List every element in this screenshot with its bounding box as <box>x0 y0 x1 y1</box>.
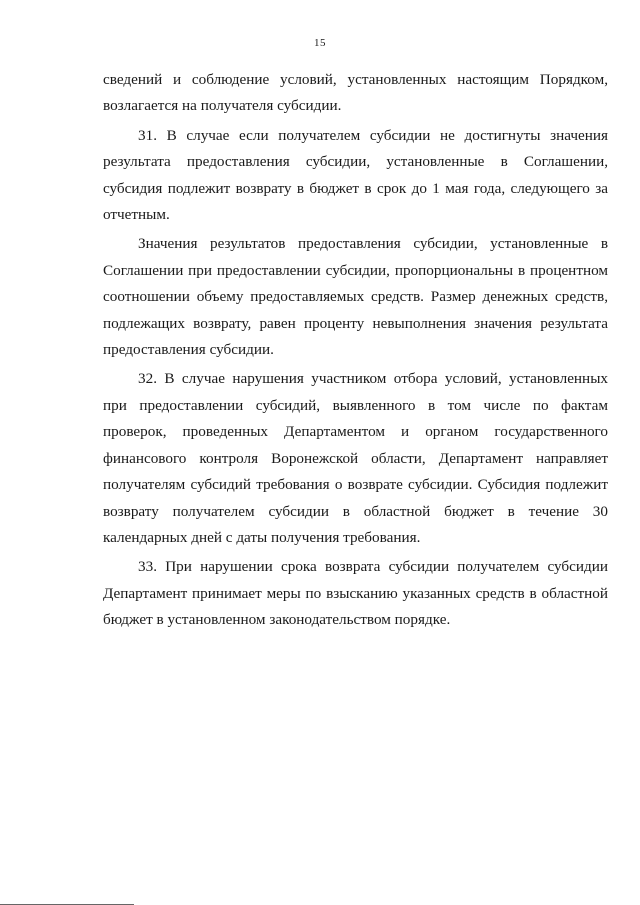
paragraph-results <box>103 231 608 363</box>
text-line: Значения результатов предоставления субсидии, установленные в <box>138 235 608 253</box>
text-line: 32. В случае нарушения участником отбора условий, установленных <box>138 370 608 388</box>
text-line: сведений и соблюдение условий, установленных настоящим Порядком, <box>103 71 608 88</box>
text-line: предоставления субсидии. <box>103 341 274 359</box>
text-line: соотношении объему предоставляемых средств. Размер денежных средств, <box>103 288 608 306</box>
text-line: подлежащих возврату, равен проценту невыполнения значения результата <box>103 314 608 332</box>
paragraph-31 <box>103 123 608 229</box>
text-line: бюджет в установленном законодательством порядке. <box>103 611 451 629</box>
text-line: 31. В случае если получателем субсидии не достигнуты значения <box>138 126 608 144</box>
text-line: получателям субсидий требования о возврате субсидии. Субсидия подлежит <box>103 476 608 494</box>
text-line: календарных дней с даты получения требования. <box>103 528 421 546</box>
text-line: результата предоставления субсидии, установленные в Соглашении, <box>103 153 608 171</box>
document-body <box>103 67 608 634</box>
paragraph-continuation <box>103 67 608 120</box>
text-line: проверок, проведенных Департаментом и органом государственного <box>103 423 608 441</box>
text-line: возврату получателем субсидии в областной бюджет в течение 30 <box>103 502 608 520</box>
text-line: субсидия подлежит возврату в бюджет в срок до 1 мая года, следующего за <box>103 179 608 197</box>
text-line: при предоставлении субсидий, выявленного в том числе по фактам <box>103 396 608 414</box>
paragraph-32 <box>103 366 608 551</box>
text-line: Департамент принимает меры по взысканию указанных средств в областной <box>103 584 608 602</box>
text-line: возлагается на получателя субсидии. <box>103 97 342 115</box>
text-line: финансового контроля Воронежской области, Департамент направляет <box>103 449 608 467</box>
page-number: 15 <box>314 37 326 49</box>
text-line: 33. При нарушении срока возврата субсидии получателем субсидии <box>138 558 608 576</box>
text-line: отчетным. <box>103 206 170 224</box>
text-line: Соглашении при предоставлении субсидии, пропорциональны в процентном <box>103 261 608 279</box>
paragraph-33 <box>103 554 608 633</box>
